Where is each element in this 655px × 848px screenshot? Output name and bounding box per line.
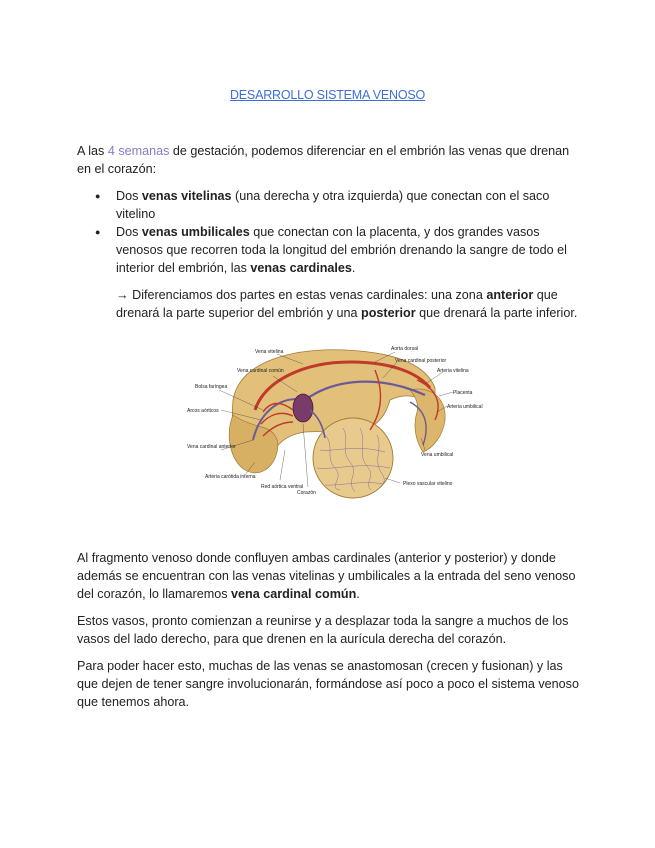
list-item-text: Dos	[116, 189, 142, 203]
paragraph-text: .	[356, 587, 360, 601]
note-bold-posterior: posterior	[361, 306, 416, 320]
paragraph-anastomosis: Para poder hacer esto, muchas de las venas se anastomosan (crecen y fusionan) y las que dejen de tener sangre involucionarán, formándose así poco a poco el sistema venoso que tenemos ahora.	[77, 659, 579, 709]
list-item-vitelinas	[95, 187, 575, 223]
intro-highlight: 4 semanas	[107, 144, 170, 158]
label-aorta-dorsal: Aorta dorsal	[391, 346, 418, 352]
label-red-aortica-ventral: Red aórtica ventral	[261, 484, 303, 490]
intro-text-start: A las	[77, 144, 108, 158]
yolk-sac	[313, 418, 393, 498]
page-title: DESARROLLO SISTEMA VENOSO	[229, 88, 426, 102]
list-item-text: Dos	[116, 225, 142, 239]
note-text: Diferenciamos dos partes en estas venas cardinales: una zona	[128, 288, 487, 302]
paragraph-bold: vena cardinal común	[231, 587, 357, 601]
label-vena-cardinal-posterior: Vena cardinal posterior	[395, 358, 447, 364]
intro-text-end: de gestación, podemos diferenciar en el embrión las venas que drenan en el corazón:	[77, 144, 570, 176]
list-item-text: que conectan con la placenta, y dos grandes vasos venosos que recorren toda la longitud del embrión drenando la sangre de todo el interior del embrión, las	[116, 225, 567, 275]
paragraph-text: Al fragmento venoso donde confluyen ambas cardinales (anterior y posterior) y donde además se encuentran con las venas vitelinas y umbilicales a la entrada del seno venoso del corazón, lo llamaremos	[77, 551, 576, 601]
label-arteria-vitelina: Arteria vitelina	[437, 368, 469, 374]
arrow-icon: →	[116, 288, 129, 302]
list-item-bold: venas umbilicales	[141, 225, 250, 239]
note-text: que drenará la parte inferior.	[415, 306, 578, 320]
label-vena-vitelina: Vena vitelina	[255, 349, 284, 355]
intro-paragraph	[77, 142, 582, 178]
list-item-text: .	[351, 261, 356, 275]
label-vena-cardinal-comun: Vena cardinal común	[237, 368, 284, 374]
note-bold-anterior: anterior	[486, 288, 534, 302]
label-arteria-umbilical: Arteria umbilical	[447, 404, 483, 410]
label-plexo-vascular-vitelino: Plexo vascular vitelino	[403, 481, 453, 487]
label-corazon: Corazón	[297, 490, 316, 496]
paragraph-vasos-derechos: Estos vasos, pronto comienzan a reunirse y a desplazar toda la sangre a muchos de los vasos del lado derecho, para que drenen en la aurícula derecha del corazón.	[77, 614, 569, 646]
label-vena-umbilical: Vena umbilical	[421, 452, 454, 458]
embryo-venous-diagram	[185, 340, 483, 502]
note-text: que drenará la parte superior del embrión y una	[116, 288, 558, 320]
label-placenta: Placenta	[453, 390, 473, 396]
cardinal-note	[116, 286, 586, 322]
label-arteria-carotida-interna: Arteria carótida interna	[205, 474, 256, 480]
label-vena-cardinal-anterior: Vena cardinal anterior	[187, 444, 236, 450]
paragraph-vena-cardinal-comun	[77, 549, 582, 603]
label-bolsa-faringea: Bolsa faríngea	[195, 384, 228, 390]
tail-region	[410, 389, 445, 452]
list-item-umbilicales	[95, 223, 575, 277]
vein-list	[95, 187, 575, 277]
heart	[293, 394, 313, 422]
list-item-text: (una derecha y otra izquierda) que conectan con el saco vitelino	[116, 189, 550, 221]
list-item-bold: venas vitelinas	[141, 189, 232, 203]
label-arcos-aorticos: Arcos aórticos	[187, 408, 219, 414]
list-item-bold: venas cardinales	[250, 261, 352, 275]
